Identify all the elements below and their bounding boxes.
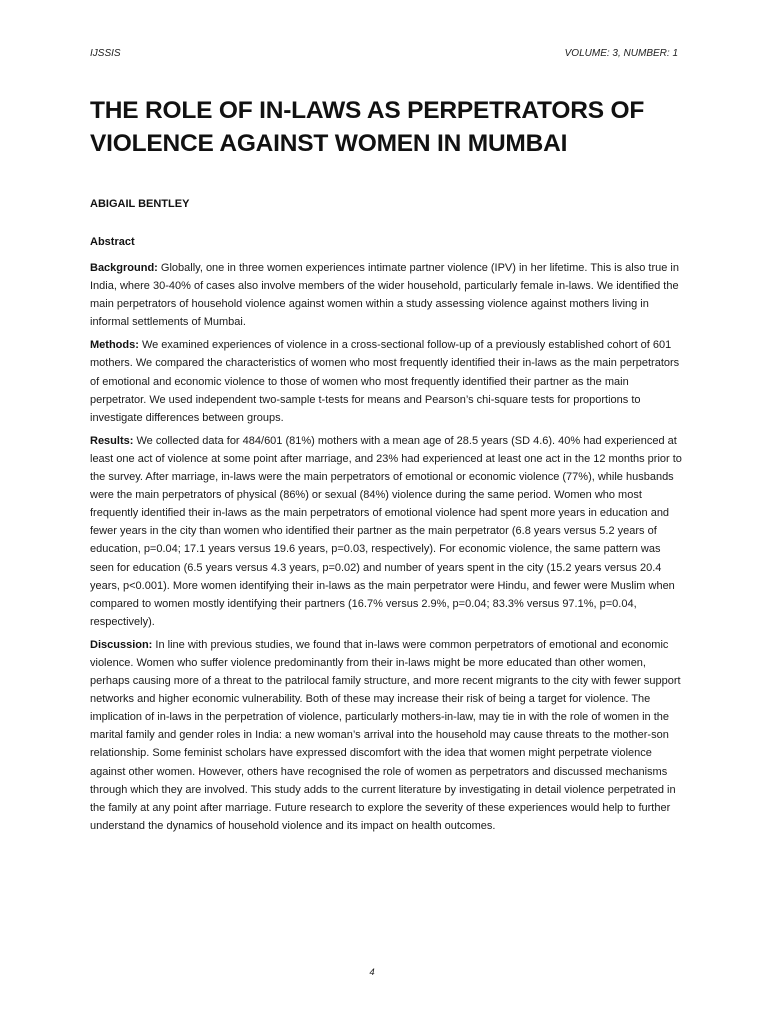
abstract-body [90,259,682,840]
author-name: ABIGAIL BENTLEY [90,198,190,210]
abstract-paragraph-discussion [90,636,682,835]
abstract-paragraph-background [90,259,682,331]
section-text-discussion: In line with previous studies, we found that in-laws were common perpetrators of emotional and economic violence. Women who suffer violence predominantly from their in-laws might be more educated than other women, perhaps causing more of a threat to the patrilocal family structure, and more recent migrants to the city with fewer support networks and higher economic vulnerability. Both of these may increase their risk of being a target for violence. The implication of in-laws in the perpetration of violence, particularly mothers-in-law, may tie in with the role of women in the marital family and gender roles in India: a new woman’s arrival into the household may cause threats to the mother-son relationship. Some feminist scholars have expressed discomfort with the idea that women might perpetrate violence against other women. However, others have recognised the role of women as perpetrators and discussed mechanisms through which they are involved. This study adds to the current literature by investigating in detail violence perpetrated in the family at any point after marriage. Future research to explore the severity of these experiences would help to further understand the dynamics of household violence and its impact on health outcomes. [90,638,681,832]
section-text-results: We collected data for 484/601 (81%) mothers with a mean age of 28.5 years (SD 4.6). 40% had experienced at least one act of violence at some point after marriage, and 23% had experienced at least one act in the 12 months prior to the survey. After marriage, in-laws were the main perpetrators of emotional or economic violence (77%), while husbands were the main perpetrators of physical (86%) or sexual (84%) violence during the same period. Women who most frequently identified their in-laws as the main perpetrators of emotional violence had spent more years in education and fewer years in the city than women who identified their partner as the main perpetrator (6.8 years versus 5.2 years of education, p=0.04; 17.1 years versus 19.6 years, p=0.03, respectively). For economic violence, the same pattern was seen for education (6.5 years versus 4.3 years, p=0.02) and number of years spent in the city (15.2 years versus 20.4 years, p<0.001). More women identifying their in-laws as the main perpetrator were Hindu, and fewer were Muslim when compared to women mostly identifying their partners (16.7% versus 2.9%, p=0.04; 83.3% versus 97.1%, p=0.04, respectively). [90,434,682,628]
section-text-methods: We examined experiences of violence in a cross-sectional follow-up of a previously established cohort of 601 mothers. We compared the characteristics of women who most frequently identified their in-laws as the main perpetrators of emotional and economic violence to those of women who most frequently identified their partner as the main perpetrator. We used independent two-sample t-tests for means and Pearson’s chi-square tests for proportions to investigate differences between groups. [90,339,680,424]
section-label-methods: Methods: [90,339,139,352]
abstract-paragraph-results [90,432,682,631]
section-text-background: Globally, one in three women experiences intimate partner violence (IPV) in her lifetime. This is also true in India, where 30-40% of cases also involve members of the wider household, particularly female in-laws. We identified the main perpetrators of household violence against women within a study assessing violence against mothers living in informal settlements of Mumbai. [90,262,679,329]
section-label-results: Results: [90,434,134,447]
article-title: THE ROLE OF IN-LAWS AS PERPETRATORS OF VIOLENCE AGAINST WOMEN IN MUMBAI [90,97,645,157]
page-number: 4 [369,967,375,978]
abstract-heading: Abstract [90,236,135,248]
journal-name: IJSSIS [90,48,121,59]
volume-number: VOLUME: 3, NUMBER: 1 [564,48,678,59]
abstract-paragraph-methods [90,336,682,426]
running-header [90,48,678,62]
section-label-discussion: Discussion: [90,638,153,651]
section-label-background: Background: [90,262,158,274]
